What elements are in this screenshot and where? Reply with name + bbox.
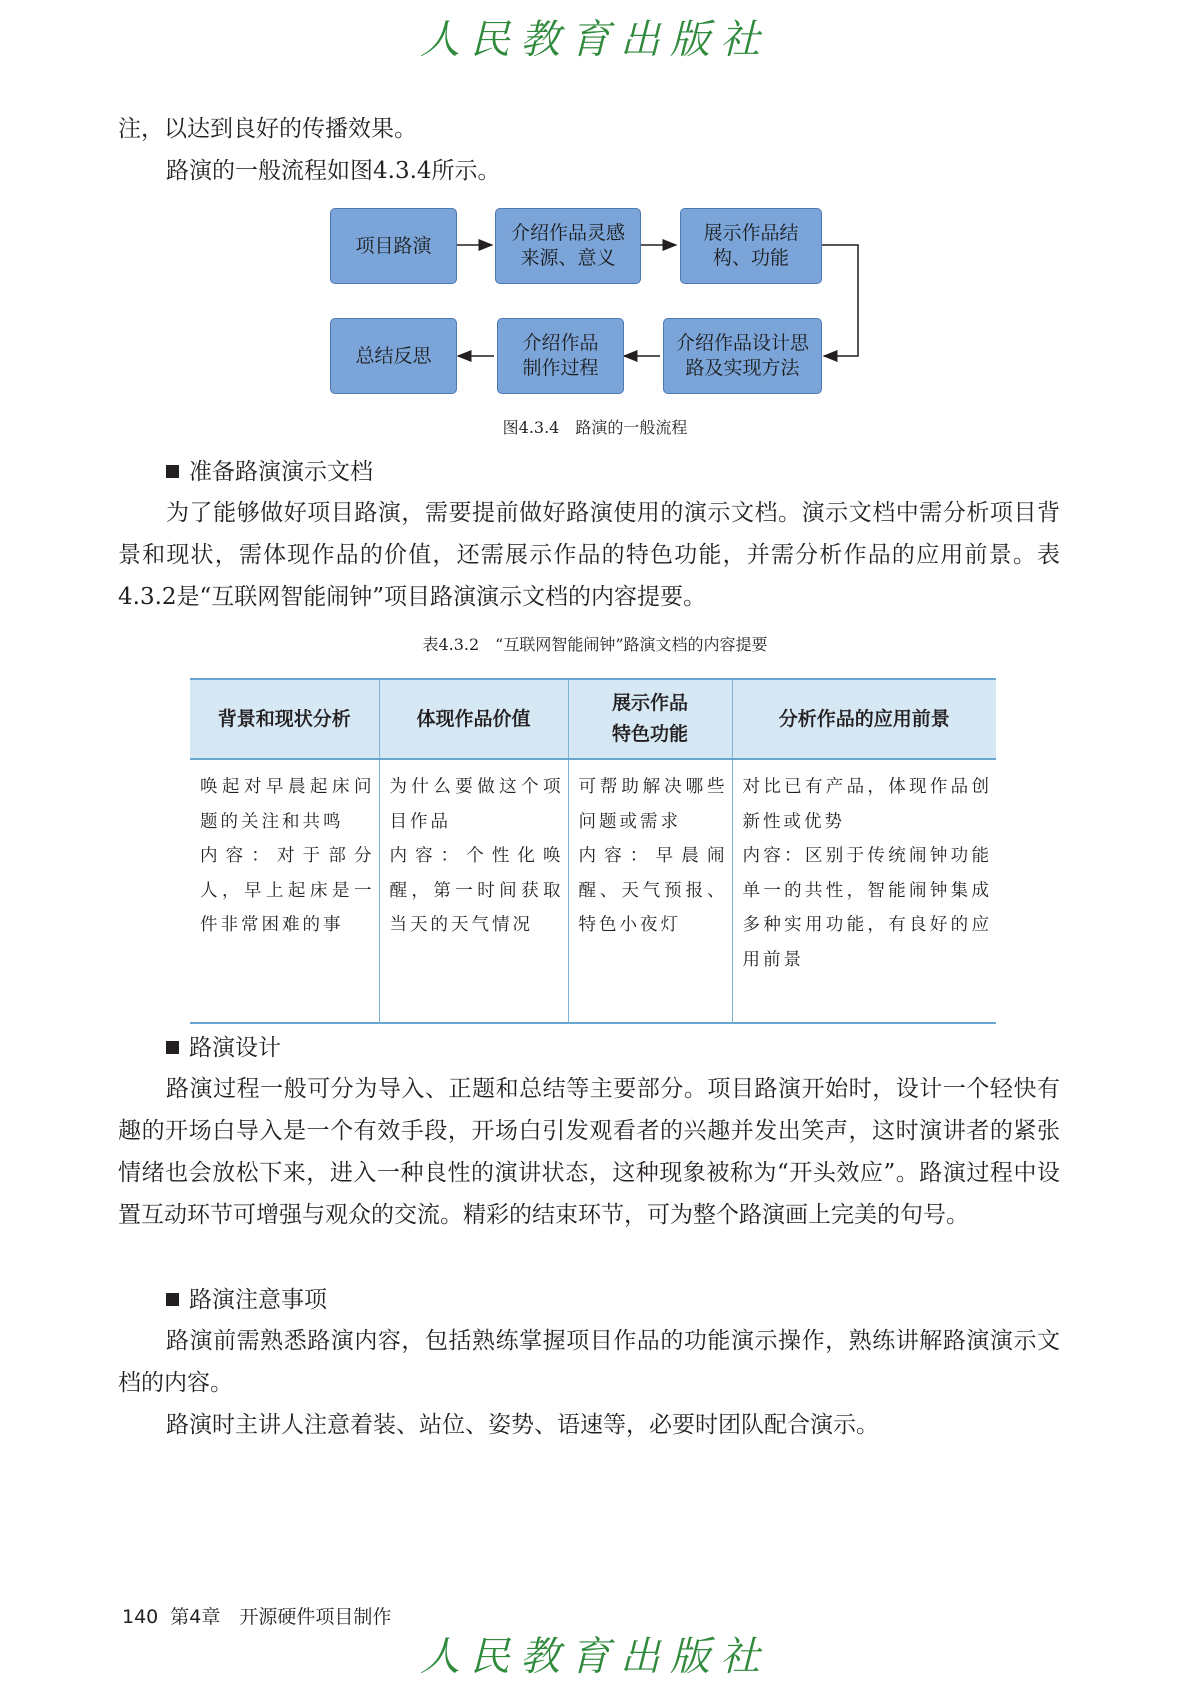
- table-header-cell: 展示作品 特色功能: [568, 679, 732, 759]
- table-row: [190, 759, 996, 1023]
- flow-step-5: 介绍作品 制作过程: [497, 318, 624, 394]
- section-paragraph-prepare: 为了能够做好项目路演，需要提前做好路演使用的演示文档。演示文档中需分析项目背景和现状，需体现作品的价值，还需展示作品的特色功能，并需分析作品的应用前景。表4.3.2是“互联网智能闹钟”项目路演演示文档的内容提要。: [118, 500, 1060, 610]
- section-heading-prepare: 准备路演演示文档: [166, 452, 373, 492]
- square-bullet-icon: [166, 1041, 179, 1054]
- square-bullet-icon: [166, 465, 179, 478]
- summary-table: [190, 678, 996, 1024]
- table-header-cell: 分析作品的应用前景: [732, 679, 996, 759]
- publisher-logo-bottom: 人民教育出版社: [420, 1634, 770, 1680]
- flow-step-6: 总结反思: [330, 318, 457, 394]
- chapter-title: 第4章 开源硬件项目制作: [170, 1606, 392, 1628]
- table-cell: 可帮助解决哪些问题或需求 内容：早晨闹醒、天气预报、特色小夜灯: [568, 759, 732, 1023]
- publisher-logo-top: 人民教育出版社: [420, 17, 770, 63]
- section-paragraph-design: 路演过程一般可分为导入、正题和总结等主要部分。项目路演开始时，设计一个轻快有趣的开场白导入是一个有效手段，开场白引发观看者的兴趣并发出笑声，这时演讲者的紧张情绪也会放松下来，进入一种良性的演讲状态，这种现象被称为“开头效应”。路演过程中设置互动环节可增强与观众的交流。精彩的结束环节，可为整个路演画上完美的句号。: [118, 1076, 1060, 1228]
- table-cell: 为什么要做这个项目作品 内容：个性化唤醒，第一时间获取当天的天气情况: [379, 759, 568, 1023]
- flow-step-2: 介绍作品灵感 来源、意义: [495, 208, 641, 284]
- figure-caption: 图4.3.4 路演的一般流程: [502, 418, 688, 437]
- section-paragraph-notes-2: 路演时主讲人注意着装、站位、姿势、语速等，必要时团队配合演示。: [166, 1412, 879, 1438]
- square-bullet-icon: [166, 1293, 179, 1306]
- section-paragraph-notes-1: 路演前需熟悉路演内容，包括熟练掌握项目作品的功能演示操作，熟练讲解路演演示文档的内容。: [118, 1328, 1060, 1396]
- flow-step-3: 展示作品结 构、功能: [680, 208, 822, 284]
- table-cell: 唤起对早晨起床问题的关注和共鸣 内容：对于部分人，早上起床是一件非常困难的事: [190, 759, 379, 1023]
- section-heading-design: 路演设计: [166, 1028, 281, 1068]
- intro-line-2: 路演的一般流程如图4.3.4所示。: [166, 158, 501, 184]
- page-number: 140: [122, 1606, 159, 1628]
- flow-step-1: 项目路演: [330, 208, 457, 284]
- section-heading-notes: 路演注意事项: [166, 1280, 327, 1320]
- table-cell: 对比已有产品，体现作品创新性或优势 内容：区别于传统闹钟功能单一的共性，智能闹钟集成多种实用功能，有良好的应用前景: [732, 759, 996, 1023]
- flow-step-4: 介绍作品设计思 路及实现方法: [663, 318, 822, 394]
- page-footer: [122, 1602, 391, 1629]
- table-header-cell: 体现作品价值: [379, 679, 568, 759]
- table-caption: 表4.3.2 “互联网智能闹钟”路演文档的内容提要: [422, 635, 768, 654]
- table-header-cell: 背景和现状分析: [190, 679, 379, 759]
- intro-line-1: 注，以达到良好的传播效果。: [118, 116, 417, 142]
- table-header-row: [190, 679, 996, 759]
